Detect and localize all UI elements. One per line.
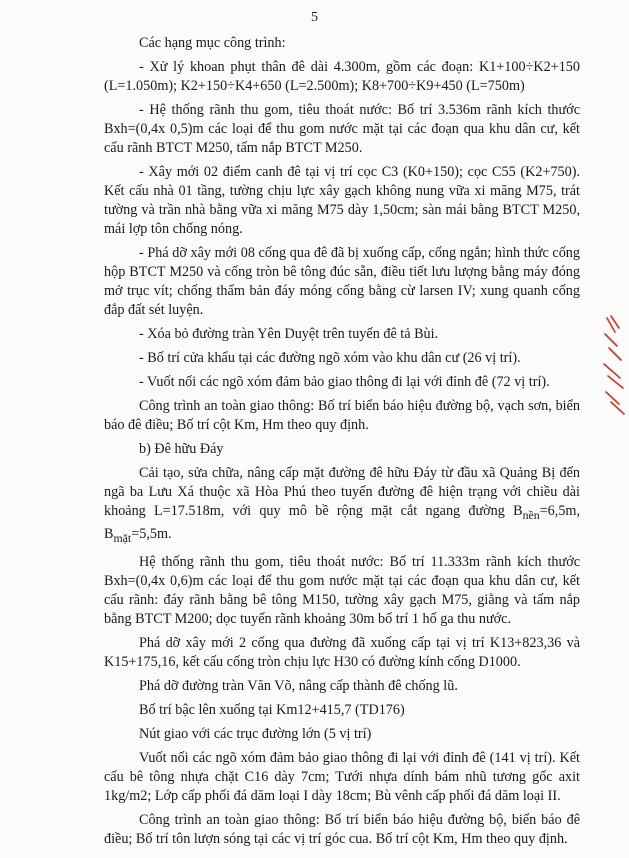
text-run: =5,5m. xyxy=(131,525,172,542)
paragraph: - Hệ thống rãnh thu gom, tiêu thoát nước: Bố trí 3.536m rãnh kích thước Bxh=(0,4x 0,5)m các loại để thu gom nước mặt tại các đoạn qua khu dân cư, kết cấu rãnh BTCT M250, tấm nắp BTCT M250. xyxy=(104,102,580,156)
subscript: mặt xyxy=(113,530,132,545)
paragraph: Phá dỡ xây mới 2 cống qua đường đã xuống cấp tại vị trí K13+823,36 và K15+175,16, kết cấu cống tròn chịu lực H30 có đường kính cống D1000. xyxy=(104,634,580,670)
paragraph: - Vuốt nối các ngõ xóm đảm bảo giao thông đi lại với đỉnh đê (72 vị trí). xyxy=(139,374,550,390)
paragraph: - Xử lý khoan phụt thân đê dài 4.300m, gồm các đoạn: K1+100÷K2+150 (L=1.050m); K2+150÷K4+650 (L=2.500m); K8+700÷K9+450 (L=750m) xyxy=(104,59,580,94)
section-heading: b) Đê hữu Đáy xyxy=(139,441,224,457)
paragraph: - Phá dỡ xây mới 08 cống qua đê đã bị xuống cấp, cống ngắn; hình thức cống hộp BTCT M250 và cống tròn bê tông đúc sẵn, điều tiết lưu lượng bằng máy đóng mở trục vít; chống thấm bản đáy móng cống bằng cừ larsen IV; xung quanh cống đắp đất sét luyện. xyxy=(104,245,580,318)
red-stamp-mark xyxy=(601,312,627,422)
paragraph-dyke-upgrade xyxy=(104,464,580,548)
paragraph: Công trình an toàn giao thông: Bố trí biển báo hiệu đường bộ, vạch sơn, biển báo đê điều; Bố trí cột Km, Hm theo quy định. xyxy=(104,398,580,433)
section-heading: Các hạng mục công trình: xyxy=(139,35,286,51)
paragraph: Phá dỡ đường tràn Văn Võ, nâng cấp thành đê chống lũ. xyxy=(139,677,458,694)
text-run: Cải tạo, sửa chữa, nâng cấp mặt đường đê hữu Đáy từ đầu xã Quảng Bị đến ngã ba Lưu Xá thuộc xã Hòa Phú theo tuyến đường đê hiện trạng với chiều dài khoảng L=17.518m, với quy mô bề rộng mặt cắt ngang đường B xyxy=(104,465,580,519)
text-run: =6,5m, B xyxy=(104,503,580,542)
paragraph: Nút giao với các trục đường lớn (5 vị trí) xyxy=(139,725,372,742)
document-body xyxy=(104,34,580,854)
paragraph: Vuốt nối các ngõ xóm đảm bảo giao thông đi lại với đỉnh đê (141 vị trí). Kết cấu bê tông nhựa chặt C16 dày 7cm; Tưới nhựa dính bám nhũ tương gốc axit 1kg/m2; Lớp cấp phối đá dăm loại I dày 18cm; Bù vênh cấp phối đá dăm loại II. xyxy=(104,749,580,804)
paragraph: Hệ thống rãnh thu gom, tiêu thoát nước: Bố trí 11.333m rãnh kích thước Bxh=(0,4x 0,6)m các loại để thu gom nước mặt tại các đoạn qua khu dân cư, kết cấu rãnh: đáy rãnh bằng bê tông M150, tường xây gạch M75, giằng và tấm nắp bằng BTCT M200; dọc tuyến rãnh khoảng 30m bố trí 1 hố ga thu nước. xyxy=(104,553,580,627)
subscript: nền xyxy=(522,507,540,522)
paragraph: - Bố trí cửa khẩu tại các đường ngõ xóm vào khu dân cư (26 vị trí). xyxy=(139,350,521,366)
paragraph: - Xây mới 02 điểm canh đê tại vị trí cọc C3 (K0+150); cọc C55 (K2+750). Kết cấu nhà 01 tầng, tường chịu lực xây gạch không nung vữa xi măng M75, trát tường và trần nhà bằng vữa xi măng M75 dày 1,50cm; sàn mái bằng BTCT M250, mái lợp tôn chống nóng. xyxy=(104,164,580,237)
paragraph: Công trình an toàn giao thông: Bố trí biển báo hiệu đường bộ, biển báo đê điều; Bố trí tôn lượn sóng tại các vị trí góc cua. Bố trí cột Km, Hm theo quy định. xyxy=(104,811,580,847)
paragraph: Bố trí bậc lên xuống tại Km12+415,7 (TD176) xyxy=(139,701,405,718)
paragraph: - Xóa bỏ đường tràn Yên Duyệt trên tuyến đê tả Bùi. xyxy=(139,326,439,342)
page-number: 5 xyxy=(311,10,318,25)
stamp-strokes xyxy=(604,316,624,414)
